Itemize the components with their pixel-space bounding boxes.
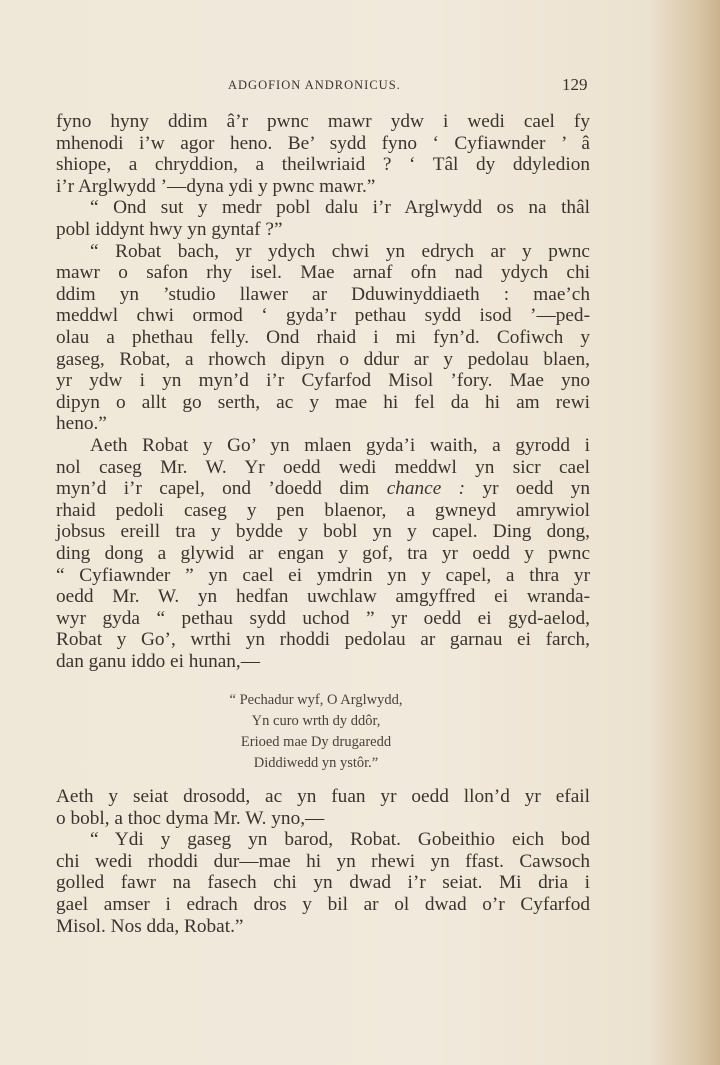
line-text: fyno hyny ddim â’r pwnc mawr ydw i wedi cael fy xyxy=(56,111,590,132)
running-title: ADGOFION ANDRONICUS. xyxy=(228,78,401,92)
line-text: dipyn o allt go serth, ac y mae hi fel da hi am rewi xyxy=(56,391,590,413)
page-number: 129 xyxy=(562,75,588,94)
text-line xyxy=(56,808,590,830)
line-text: golled fawr na fasech chi yn dwad i’r seiat. Mi dria i xyxy=(56,872,590,894)
line-text: “ Ond sut y medr pobl dalu i’r Arglwydd os na thâl xyxy=(90,197,590,219)
text-line xyxy=(56,521,590,543)
text-line xyxy=(56,284,590,306)
line-text: “ Cyfiawnder ” yn cael ei ymdrin yn y capel, a thra yr xyxy=(56,564,590,586)
line-text: o bobl, a thoc dyma Mr. W. yno,— xyxy=(56,807,325,829)
line-text: mawr o safon rhy isel. Mae arnaf ofn nad ydych chi xyxy=(56,262,590,284)
line-text: nol caseg Mr. W. Yr oedd wedi meddwl yn sicr cael xyxy=(56,456,590,478)
poem-line: “ Pechadur wyf, O Arglwydd, xyxy=(229,692,403,708)
text-line xyxy=(56,586,590,608)
line-text: yr ydw i yn myn’d i’r Cyfarfod Misol ’fory. Mae yno xyxy=(56,370,590,392)
text-line xyxy=(56,241,590,263)
text-line xyxy=(56,176,590,198)
line-text: Robat y Go’, wrthi yn rhoddi pedolau ar garnau ei farch, xyxy=(56,629,590,651)
line-text: chi wedi rhoddi dur—mae hi yn rhewi yn ffast. Cawsoch xyxy=(56,850,590,872)
text-line xyxy=(56,894,590,916)
line-text: Aeth Robat y Go’ yn mlaen gyda’i waith, a gyrodd i xyxy=(90,435,590,456)
text-line xyxy=(56,786,590,808)
line-text: wyr gyda “ pethau sydd uchod ” yr oedd ei gyd-aelod, xyxy=(56,607,590,629)
text-line xyxy=(56,197,590,219)
line-text: gael amser i edrach dros y bil ar ol dwad o’r Cyfarfod xyxy=(56,894,590,915)
text-line xyxy=(56,413,590,435)
text-line xyxy=(56,370,590,392)
line-text: heno.” xyxy=(56,413,107,435)
line-text: olau a phethau felly. Ond rhaid i mi fyn’d. Cofiwch y xyxy=(56,327,590,348)
line-text: mhenodi i’w agor heno. Be’ sydd fyno ‘ Cyfiawnder ’ â xyxy=(56,132,590,154)
text-line xyxy=(56,219,590,241)
text-line xyxy=(56,829,590,851)
line-text: pobl iddynt hwy yn gyntaf ?” xyxy=(56,219,283,240)
line-text: “ Robat bach, yr ydych chwi yn edrych ar y pwnc xyxy=(90,240,590,262)
line-text: shiope, a chryddion, a theilwriaid ? ‘ Tâl dy ddyledion xyxy=(56,154,590,176)
text-line xyxy=(56,435,590,457)
line-text: Misol. Nos dda, Robat.” xyxy=(56,915,244,937)
line-text: ddim yn ’studio llawer ar Dduwinyddiaeth : mae’ch xyxy=(56,283,590,305)
text-line xyxy=(56,154,590,176)
line-text: rhaid pedoli caseg y pen blaenor, a gwneyd amrywiol xyxy=(56,499,590,521)
line-text: oedd Mr. W. yn hedfan uwchlaw amgyffred ei wranda- xyxy=(56,586,590,608)
italic-word: chance : xyxy=(386,478,466,500)
line-text: gaseg, Robat, a rhowch dipyn o ddur ar y pedolau blaen, xyxy=(56,348,590,370)
text-line xyxy=(56,851,590,873)
poem-line: Yn curo wrth dy ddôr, xyxy=(251,713,381,729)
text-line xyxy=(56,651,590,673)
text-line xyxy=(56,565,590,587)
text-line xyxy=(56,349,590,371)
text-line xyxy=(56,392,590,414)
line-text: jobsus ereill tra y bydde y bobl yn y capel. Ding dong, xyxy=(56,521,590,543)
text-line xyxy=(56,608,590,630)
text-line xyxy=(56,872,590,894)
text-line xyxy=(56,305,590,327)
text-line xyxy=(56,478,590,500)
text-line xyxy=(56,327,590,349)
line-text: dan ganu iddo ei hunan,— xyxy=(56,651,261,672)
line-text: meddwl chwi ormod ‘ gyda’r pethau sydd isod ’—ped- xyxy=(56,305,590,327)
text-line xyxy=(56,133,590,155)
text-line xyxy=(56,629,590,651)
line-text: myn’d i’r capel, ond ’doedd dim xyxy=(56,478,387,500)
text-line xyxy=(56,262,590,284)
line-text: i’r Arglwydd ’—dyna ydi y pwnc mawr.” xyxy=(56,175,376,197)
poem-line: Diddiwedd yn ystôr.” xyxy=(253,755,379,771)
text-line xyxy=(56,457,590,479)
text-line xyxy=(56,543,590,565)
text-line xyxy=(56,916,590,938)
text-line xyxy=(56,111,590,133)
line-text: yr oedd yn xyxy=(465,478,590,500)
text-line xyxy=(56,500,590,522)
line-text: ding dong a glywid ar engan y gof, tra yr oedd y pwnc xyxy=(56,543,590,564)
poem-line: Erioed mae Dy drugaredd xyxy=(240,734,392,750)
line-text: “ Ydi y gaseg yn barod, Robat. Gobeithio eich bod xyxy=(90,829,590,851)
line-text: Aeth y seiat drosodd, ac yn fuan yr oedd llon’d yr efail xyxy=(56,786,590,807)
